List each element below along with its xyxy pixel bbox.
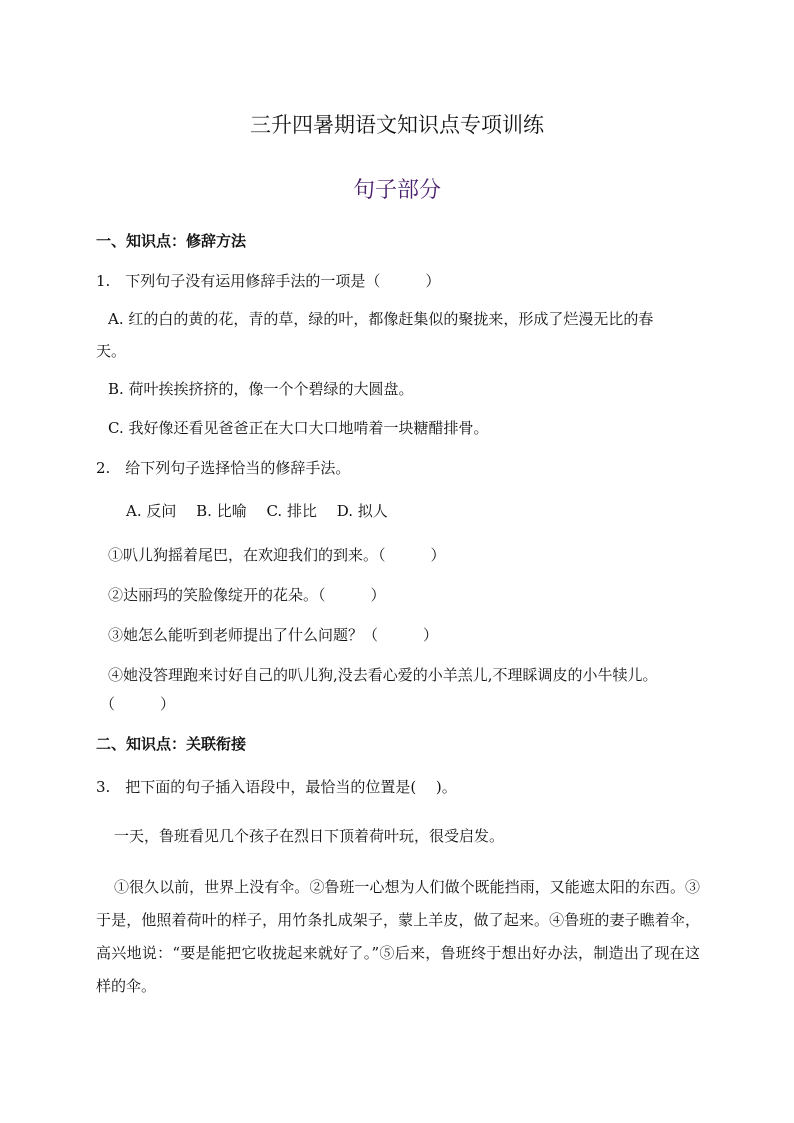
question-3-stem: 3. 把下面的句子插入语段中，最恰当的位置是( )。 [96,778,457,796]
question-2-item-4-line2: （ ） [100,695,176,713]
question-3-insert-sentence: 一天，鲁班看见几个孩子在烈日下顶着荷叶玩，很受启发。 [114,827,505,845]
question-2-stem: 2. 给下列句子选择恰当的修辞手法。 [96,459,351,477]
question-2-item-1: ①叭儿狗摇着尾巴，在欢迎我们的到来。（ ） [108,546,446,564]
question-1-option-a-line2: 天。 [96,342,127,360]
question-2-options: A. 反问 B. 比喻 C. 排比 D. 拟人 [126,502,388,520]
question-3-passage: ①很久以前，世界上没有伞。②鲁班一心想为人们做个既能挡雨，又能遮太阳的东西。③于是，他照着荷叶的样子，用竹条扎成架子，蒙上羊皮，做了起来。④鲁班的妻子瞧着伞，高兴地说：“要是能把它收拢起来就好了。”⑤后来，鲁班终于想出好办法，制造出了现在这样的伞。 [96,878,700,995]
question-2-item-3: ③她怎么能听到老师提出了什么问题？（ ） [108,626,439,644]
question-1-stem: 1. 下列句子没有运用修辞手法的一项是（ ） [96,272,441,290]
question-1-option-a-line1: A. 红的白的黄的花，青的草，绿的叶，都像赶集似的聚拢来，形成了烂漫无比的春 [108,310,654,328]
section-heading-cohesion: 二、知识点：关联衔接 [96,735,247,753]
question-2-item-2: ②达丽玛的笑脸像绽开的花朵。（ ） [108,586,386,604]
question-1-option-b: B. 荷叶挨挨挤挤的，像一个个碧绿的大圆盘。 [108,380,414,398]
section-heading-rhetoric: 一、知识点：修辞方法 [96,232,247,250]
question-2-item-4-line1: ④她没答理跑来讨好自己的叭儿狗,没去看心爱的小羊羔儿,不理睬调皮的小牛犊儿。 [108,666,658,684]
question-1-option-c: C. 我好像还看见爸爸正在大口大口地啃着一块糖醋排骨。 [108,419,489,437]
page-subtitle: 句子部分 [352,178,441,203]
page-title: 三升四暑期语文知识点专项训练 [250,113,544,137]
